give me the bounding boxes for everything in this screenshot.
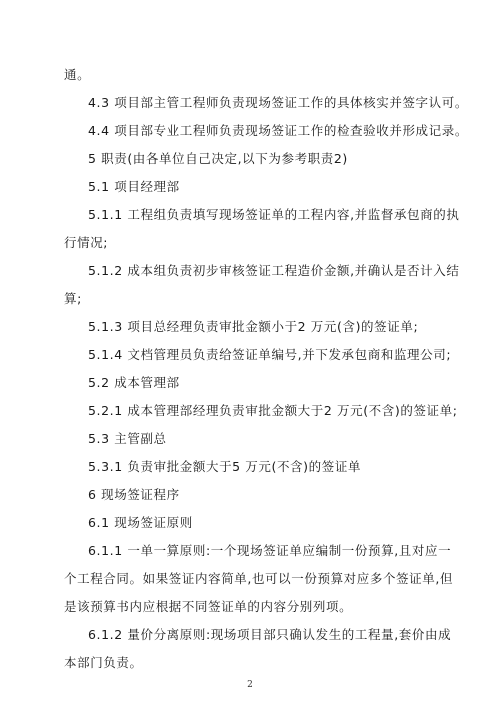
text-line: 通。 bbox=[64, 67, 91, 82]
text-line: 5.1.1 工程组负责填写现场签证单的工程内容,并监督承包商的执 bbox=[88, 207, 460, 222]
page-number: 2 bbox=[247, 680, 253, 690]
text-line: 5.3.1 负责审批金额大于5 万元(不含)的签证单 bbox=[88, 459, 362, 474]
text-line: 5.2.1 成本管理部经理负责审批金额大于2 万元(不含)的签证单; bbox=[88, 403, 458, 418]
text-line: 5.1.3 项目总经理负责审批金额小于2 万元(含)的签证单; bbox=[88, 319, 419, 334]
text-line: 算; bbox=[64, 291, 82, 306]
text-line: 本部门负责。 bbox=[64, 655, 143, 670]
text-line: 6 现场签证程序 bbox=[88, 487, 180, 502]
text-line: 个工程合同。如果签证内容简单,也可以一份预算对应多个签证单,但 bbox=[64, 571, 454, 586]
text-line: 6.1 现场签证原则 bbox=[88, 515, 193, 530]
text-line: 6.1.2 量价分离原则:现场项目部只确认发生的工程量,套价由成 bbox=[88, 627, 452, 642]
text-line: 4.3 项目部主管工程师负责现场签证工作的具体核实并签字认可。 bbox=[88, 95, 468, 110]
text-line: 是该预算书内应根据不同签证单的内容分别列项。 bbox=[64, 599, 353, 614]
text-line: 5.1 项目经理部 bbox=[88, 179, 180, 194]
text-line: 6.1.1 一单一算原则:一个现场签证单应编制一份预算,且对应一 bbox=[88, 543, 452, 558]
text-line: 4.4 项目部专业工程师负责现场签证工作的检查验收并形成记录。 bbox=[88, 123, 468, 138]
text-line: 5.3 主管副总 bbox=[88, 431, 167, 446]
text-line: 5 职责(由各单位自己决定,以下为参考职责2) bbox=[88, 151, 348, 166]
text-line: 5.1.4 文档管理员负责给签证单编号,并下发承包商和监理公司; bbox=[88, 347, 452, 362]
text-line: 5.2 成本管理部 bbox=[88, 375, 180, 390]
text-line: 行情况; bbox=[64, 235, 109, 250]
text-line: 5.1.2 成本组负责初步审核签证工程造价金额,并确认是否计入结 bbox=[88, 263, 460, 278]
